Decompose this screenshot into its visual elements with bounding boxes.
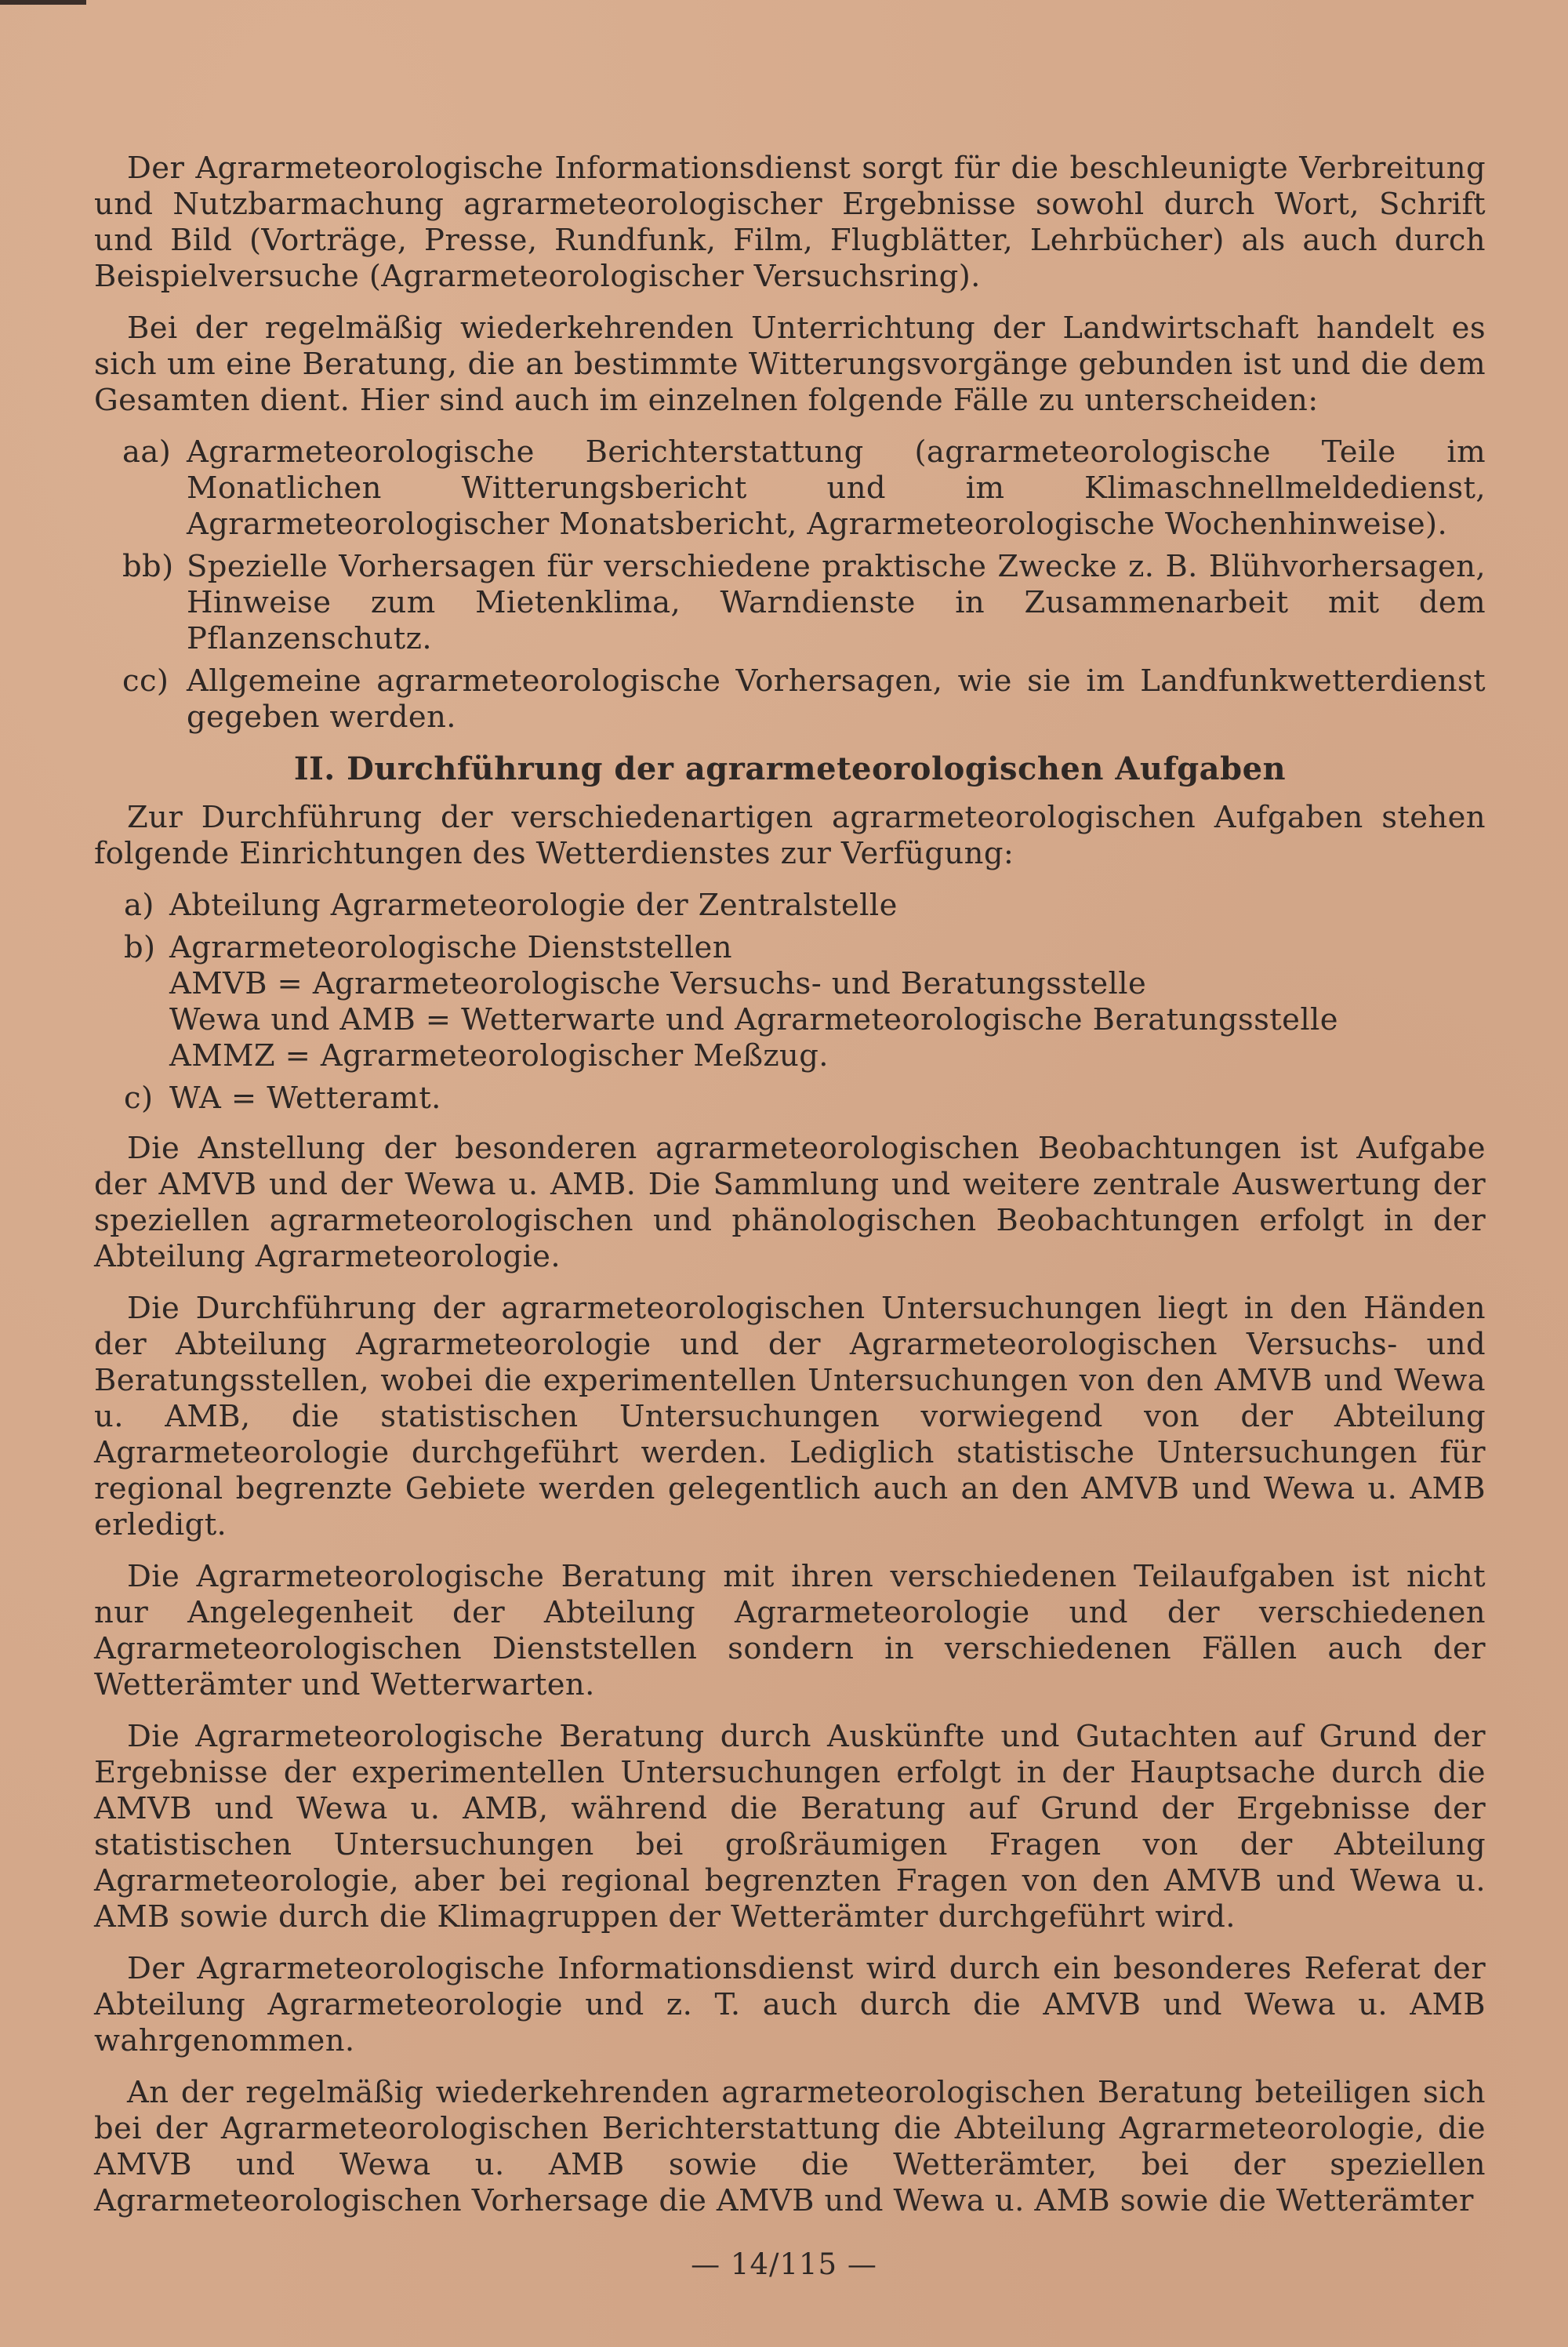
case-item-aa (94, 434, 1486, 543)
facility-text: Abteilung Agrarmeteorologie der Zentralstelle (169, 888, 898, 923)
body-paragraph-2: Die Durchführung der agrarmeteorologischen Untersuchungen liegt in den Händen der Abteilung Agrarmeteorologie und der Agrarmeteorologischen Versuchs- und Beratungsstellen, wobei die experimentellen Untersuchungen von den AMVB und Wewa u. AMB, die statistischen Untersuchungen vorwiegend von der Abteilung Agrarmeteorologie durchgeführt werden. Lediglich statistische Untersuchungen für regional begrenzte Gebiete werden gelegentlich auch an den AMVB und Wewa u. AMB erledigt. (94, 1291, 1486, 1542)
body-paragraph-1: Die Anstellung der besonderen agrarmeteorologischen Beobachtungen ist Aufgabe der AMVB und der Wewa u. AMB. Die Sammlung und weitere zentrale Auswertung der speziellen agrarmeteorologischen und phänologischen Beobachtungen erfolgt in der Abteilung Agrarmeteorologie. (94, 1131, 1486, 1274)
body-paragraph-5: Der Agrarmeteorologische Informationsdienst wird durch ein besonderes Referat der Abteilung Agrarmeteorologie und z. T. auch durch die AMVB und Wewa u. AMB wahrgenommen. (94, 1951, 1486, 2058)
facility-marker: a) (124, 888, 154, 923)
case-text: Spezielle Vorhersagen für verschiedene praktische Zwecke z. B. Blühvorhersagen, Hinweise zum Mietenklima, Warndienste in Zusammenarbeit mit dem Pflanzenschutz. (187, 549, 1486, 656)
case-item-cc (94, 663, 1486, 736)
body-paragraph-3: Die Agrarmeteorologische Beratung mit ihren verschiedenen Teilaufgaben ist nicht nur Angelegenheit der Abteilung Agrarmeteorologie und der verschiedenen Agrarmeteorologischen Dienststellen sondern in verschiedenen Fällen auch der Wetterämter und Wetterwarten. (94, 1559, 1486, 1702)
page-number: — 14/115 — (691, 2247, 877, 2281)
section-heading: II. Durchführung der agrarmeteorologischen Aufgaben (293, 750, 1287, 787)
case-item-bb (94, 549, 1486, 657)
section-intro: Zur Durchführung der verschiedenartigen agrarmeteorologischen Aufgaben stehen folgende Einrichtungen des Wetterdienstes zur Verfügung: (94, 800, 1486, 871)
abbreviation-line-wewa: Wewa und AMB = Wetterwarte und Agrarmeteorologische Beratungsstelle (169, 1002, 1338, 1037)
case-marker: bb) (122, 549, 174, 584)
body-paragraph-4: Die Agrarmeteorologische Beratung durch Auskünfte und Gutachten auf Grund der Ergebnisse der experimentellen Untersuchungen erfolgt in der Hauptsache durch die AMVB und Wewa u. AMB, während die Beratung auf Grund der Ergebnisse der statistischen Untersuchungen bei großräumigen Fragen von der Abteilung Agrarmeteorologie, aber bei regional begrenzten Fragen von den AMVB und Wewa u. AMB sowie durch die Klimagruppen der Wetterämter durchgeführt wird. (94, 1719, 1486, 1935)
case-text: Agrarmeteorologische Berichterstattung (agrarmeteorologische Teile im Monatlichen Witterungsbericht und im Klimaschnellmeldedienst, Agrarmeteorologischer Monatsbericht, Agrarmeteorologische Wochenhinweise). (187, 434, 1486, 542)
case-list (94, 434, 1486, 736)
facility-item-b (94, 930, 1486, 1074)
body-paragraph-6: An der regelmäßig wiederkehrenden agrarmeteorologischen Beratung beteiligen sich bei der Agrarmeteorologischen Berichterstattung die Abteilung Agrarmeteorologie, die AMVB und Wewa u. AMB sowie die Wetterämter, bei der speziellen Agrarmeteorologischen Vorhersage die AMVB und Wewa u. AMB sowie die Wetterämter (94, 2075, 1486, 2218)
intro-paragraph-2: Bei der regelmäßig wiederkehrenden Unterrichtung der Landwirtschaft handelt es sich um eine Beratung, die an bestimmte Witterungsvorgänge gebunden ist und die dem Gesamten dient. Hier sind auch im einzelnen folgende Fälle zu unterscheiden: (94, 311, 1486, 418)
facility-marker: c) (124, 1081, 154, 1116)
case-marker: cc) (122, 663, 169, 699)
abbreviation-line-amvb: AMVB = Agrarmeteorologische Versuchs- und Beratungsstelle (169, 966, 1147, 1001)
facility-item-a (94, 888, 1486, 924)
facility-list (94, 888, 1486, 1117)
abbreviation-line-ammz: AMMZ = Agrarmeteorologischer Meßzug. (169, 1038, 829, 1074)
scan-edge (0, 0, 86, 5)
intro-paragraph-1: Der Agrarmeteorologische Informationsdienst sorgt für die beschleunigte Verbreitung und Nutzbarmachung agrarmeteorologischer Ergebnisse sowohl durch Wort, Schrift und Bild (Vorträge, Presse, Rundfunk, Film, Flugblätter, Lehrbücher) als auch durch Beispielversuche (Agrarmeteorologischer Versuchsring). (94, 151, 1486, 294)
case-text: Allgemeine agrarmeteorologische Vorhersagen, wie sie im Landfunkwetterdienst gegeben werden. (187, 663, 1486, 735)
facility-item-c (94, 1081, 1486, 1117)
facility-text: Agrarmeteorologische Dienststellen (169, 930, 732, 965)
document-body (94, 151, 1486, 2235)
facility-marker: b) (124, 930, 156, 965)
facility-text: WA = Wetteramt. (169, 1081, 441, 1116)
case-marker: aa) (122, 434, 172, 470)
